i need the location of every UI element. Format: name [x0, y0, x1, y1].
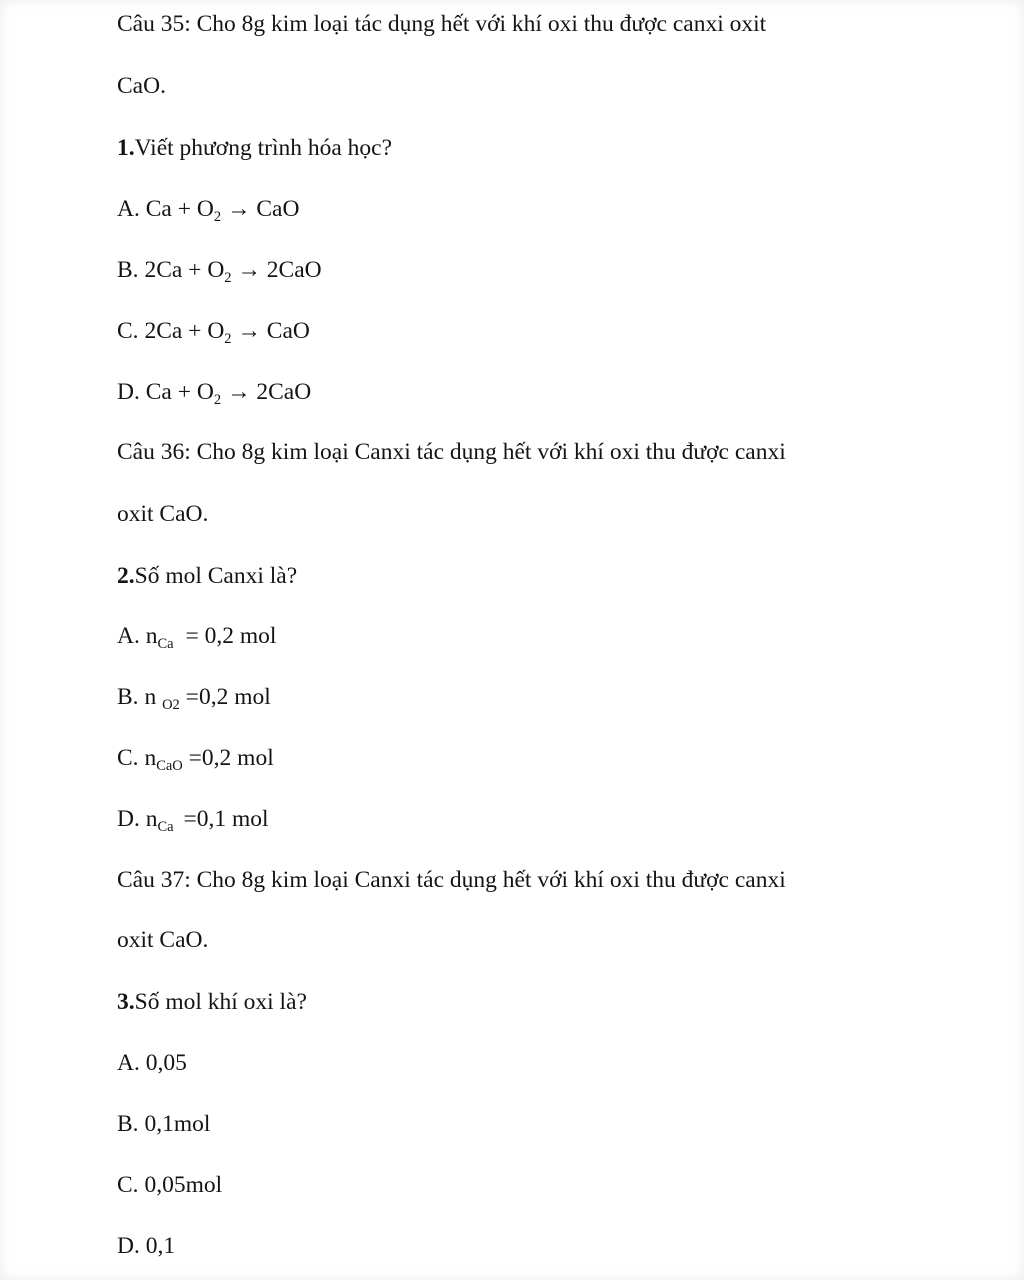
- option-letter: B.: [117, 1111, 139, 1137]
- mole-symbol: n: [144, 745, 157, 771]
- question-35-header: Câu 35: Cho 8g kim loại tác dụng hết với khí oxi thu được canxi oxit: [117, 11, 767, 37]
- reaction-arrow: →: [237, 257, 261, 283]
- subscript: O2: [162, 697, 180, 713]
- subscript: 2: [224, 331, 232, 347]
- oxygen: O: [207, 257, 225, 283]
- prompt-text: Số mol khí oxi là?: [134, 989, 307, 1015]
- question-36-header-cont: oxit CaO.: [117, 501, 209, 527]
- equals-sign: =: [183, 806, 197, 832]
- subscript: 2: [224, 270, 232, 286]
- question-35-option-d: [117, 377, 311, 410]
- prompt-text: Viết phương trình hóa học?: [134, 135, 393, 161]
- oxygen: O: [207, 318, 225, 344]
- plus-sign: +: [177, 196, 191, 222]
- answer-value: 0,2 mol: [201, 745, 274, 771]
- prompt-text: Số mol Canxi là?: [134, 563, 298, 589]
- answer-value: 0,1: [145, 1233, 176, 1259]
- option-letter: B.: [117, 257, 139, 283]
- option-letter: C.: [117, 1172, 139, 1198]
- question-36-option-b: [117, 682, 271, 715]
- question-37-option-d: [117, 1231, 175, 1261]
- subscript: 2: [213, 392, 222, 408]
- oxygen: O: [196, 379, 214, 405]
- subscript: CaO: [156, 758, 183, 774]
- question-36-prompt: [117, 561, 297, 591]
- answer-value: 0,2 mol: [204, 623, 277, 649]
- mole-symbol: n: [145, 623, 158, 649]
- equals-sign: =: [185, 623, 199, 649]
- option-letter: A.: [117, 623, 140, 649]
- equals-sign: =: [185, 684, 199, 710]
- question-37-header-cont: oxit CaO.: [117, 927, 209, 953]
- option-letter: D.: [117, 806, 140, 832]
- equals-sign: =: [188, 745, 202, 771]
- question-35-option-a: [117, 194, 299, 227]
- subscript: Ca: [157, 636, 174, 652]
- option-letter: A.: [117, 1050, 140, 1076]
- option-letter: B.: [117, 684, 139, 710]
- plus-sign: +: [177, 379, 191, 405]
- plus-sign: +: [188, 318, 202, 344]
- question-35-option-c: [117, 316, 310, 349]
- question-35-prompt: [117, 133, 392, 163]
- prompt-number: 1.: [117, 135, 135, 161]
- question-37-option-b: [117, 1109, 210, 1139]
- question-35-header-cont: CaO.: [117, 73, 166, 99]
- answer-value: 0,1mol: [144, 1111, 211, 1137]
- question-35-option-b: [117, 255, 322, 288]
- option-letter: D.: [117, 1233, 140, 1259]
- question-36-option-a: [117, 621, 276, 654]
- question-37-header: Câu 37: Cho 8g kim loại Canxi tác dụng hết với khí oxi thu được canxi: [117, 867, 786, 893]
- subscript: 2: [213, 209, 222, 225]
- option-letter: C.: [117, 318, 139, 344]
- question-37-option-c: [117, 1170, 222, 1200]
- option-letter: A.: [117, 196, 140, 222]
- oxygen: O: [196, 196, 214, 222]
- answer-value: 0,1 mol: [196, 806, 269, 832]
- plus-sign: +: [188, 257, 202, 283]
- question-36-option-c: [117, 743, 274, 776]
- reactant: Ca: [145, 379, 172, 405]
- product: 2CaO: [266, 257, 322, 283]
- reaction-arrow: →: [226, 196, 251, 222]
- question-36-header: Câu 36: Cho 8g kim loại Canxi tác dụng hết với khí oxi thu được canxi: [117, 439, 786, 465]
- reaction-arrow: →: [226, 379, 251, 405]
- mole-symbol: n: [145, 806, 158, 832]
- product: 2CaO: [256, 379, 312, 405]
- product: CaO: [266, 318, 310, 344]
- answer-value: 0,05: [145, 1050, 187, 1076]
- reaction-arrow: →: [237, 318, 261, 344]
- subscript: Ca: [157, 819, 174, 835]
- mole-symbol: n: [144, 684, 157, 710]
- reactant: Ca: [145, 196, 172, 222]
- option-letter: D.: [117, 379, 140, 405]
- prompt-number: 2.: [117, 563, 135, 589]
- question-37-option-a: [117, 1048, 187, 1078]
- answer-value: 0,2 mol: [198, 684, 271, 710]
- answer-value: 0,05mol: [144, 1172, 223, 1198]
- reactant: 2Ca: [144, 257, 183, 283]
- option-letter: C.: [117, 745, 139, 771]
- prompt-number: 3.: [117, 989, 135, 1015]
- product: CaO: [256, 196, 300, 222]
- question-36-option-d: [117, 804, 269, 837]
- reactant: 2Ca: [144, 318, 183, 344]
- question-37-prompt: [117, 987, 307, 1017]
